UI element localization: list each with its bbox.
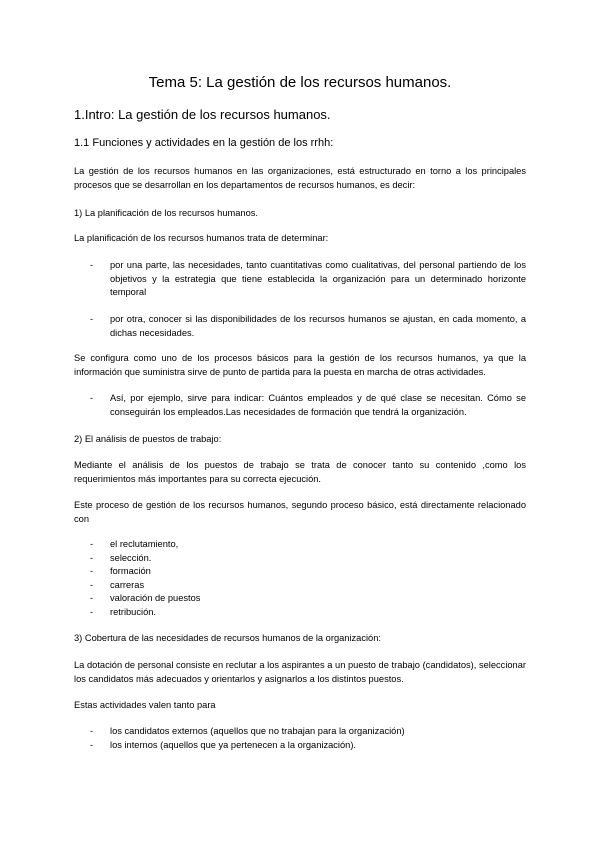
- point2-paragraph-1: Mediante el análisis de los puestos de trabajo se trata de conocer tanto su contenido ,como los requerimientos más importantes para su correcta ejecución.: [74, 460, 526, 484]
- section-heading-intro: 1.Intro: La gestión de los recursos humanos.: [74, 107, 331, 122]
- bullet-dash: -: [90, 566, 94, 576]
- point3-paragraph-1: La dotación de personal consiste en reclutar a los aspirantes a un puesto de trabajo (candidatos), seleccionar los candidatos más adecuados y orientarlos y asignarlos a los distintos puestos.: [74, 660, 526, 684]
- list-item: [90, 538, 526, 552]
- list-item-text: por otra, conocer si las disponibilidades de los recursos humanos se ajustan, en cada momento, a dichas necesidades.: [110, 314, 526, 338]
- list-item-text: los internos (aquellos que ya pertenecen a la organización).: [110, 740, 357, 750]
- list-item: [90, 565, 526, 579]
- point1-paragraph: Se configura como uno de los procesos básicos para la gestión de los recursos humanos, ya que la información que suministra sirve de punto de partida para la puesta en marcha de otras actividades.: [74, 353, 526, 377]
- point3-heading: 3) Cobertura de las necesidades de recursos humanos de la organización:: [74, 633, 381, 643]
- list-item-text: retribución.: [110, 606, 156, 617]
- list-item-text: Así, por ejemplo, sirve para indicar: Cuántos empleados y de qué clase se necesitan. Cómo se conseguirán los empleados.Las necesidades de formación que tendrá la organización.: [110, 393, 526, 417]
- bullet-dash: -: [90, 593, 94, 603]
- list-item: [90, 579, 526, 593]
- list-item: [90, 725, 526, 739]
- bullet-dash: -: [90, 260, 94, 270]
- bullet-dash: -: [90, 579, 94, 590]
- list-item-text: los candidatos externos (aquellos que no trabajan para la organización): [110, 726, 405, 736]
- intro-paragraph: La gestión de los recursos humanos en las organizaciones, está estructurado en torno a los principales procesos que se desarrollan en los departamentos de recursos humanos, es decir:: [74, 166, 526, 190]
- bullet-dash: -: [90, 539, 94, 549]
- bullet-dash: -: [90, 552, 94, 563]
- list-item-text: carreras: [110, 579, 145, 590]
- point2-heading: 2) El análisis de puestos de trabajo:: [74, 434, 222, 444]
- point3-paragraph-2: Estas actividades valen tanto para: [74, 700, 216, 710]
- list-item-text: formación: [110, 566, 151, 576]
- list-item: [90, 592, 526, 606]
- bullet-dash: -: [90, 393, 94, 403]
- document-title: Tema 5: La gestión de los recursos humanos.: [148, 74, 452, 91]
- list-item: [90, 259, 526, 300]
- bullet-dash: -: [90, 726, 94, 736]
- bullet-dash: -: [90, 740, 94, 750]
- subsection-heading-functions: 1.1 Funciones y actividades en la gestión de los rrhh:: [74, 137, 334, 149]
- point1-heading: 1) La planificación de los recursos humanos.: [74, 208, 258, 218]
- list-item-text: valoración de puestos: [110, 593, 201, 603]
- list-item-text: por una parte, las necesidades, tanto cuantitativas como cualitativas, del personal partiendo de los objetivos y la estrategia que tiene establecida la organización para un determinado horizonte temporal: [110, 260, 526, 297]
- list-item: [90, 313, 526, 340]
- list-item: [90, 392, 526, 419]
- point2-paragraph-2: Este proceso de gestión de los recursos humanos, segundo proceso básico, está directamente relacionado con: [74, 500, 526, 524]
- list-item-text: selección.: [110, 552, 152, 563]
- bullet-dash: -: [90, 606, 94, 617]
- list-item: [90, 739, 526, 753]
- bullet-dash: -: [90, 314, 94, 324]
- list-item: [90, 552, 526, 566]
- point1-lead: La planificación de los recursos humanos trata de determinar:: [74, 233, 329, 243]
- list-item-text: el reclutamiento,: [110, 539, 179, 549]
- list-item: [90, 606, 526, 620]
